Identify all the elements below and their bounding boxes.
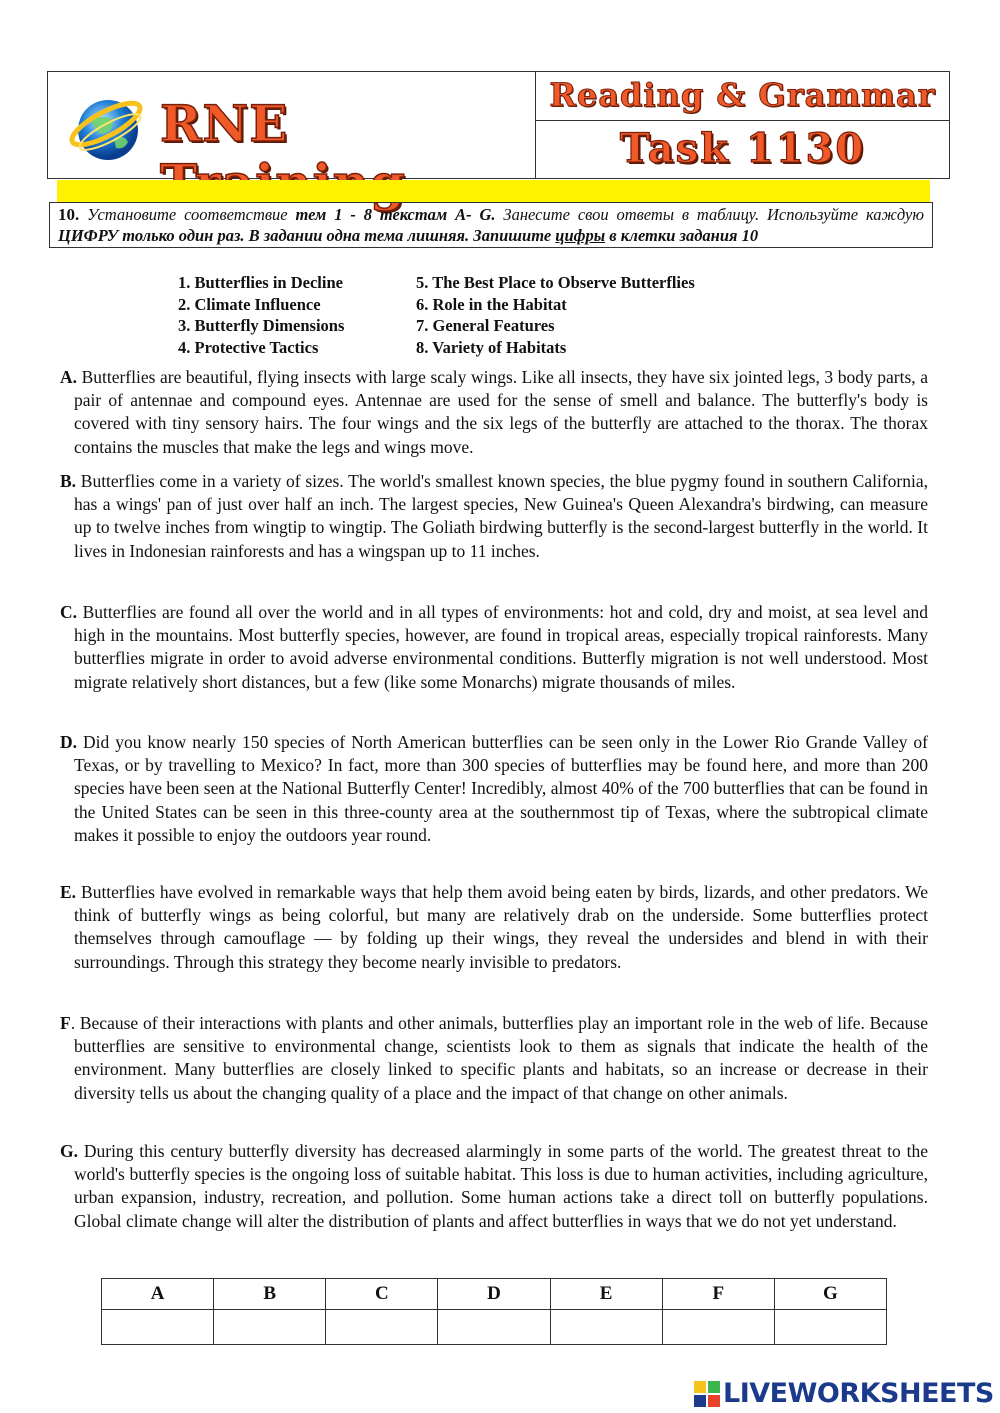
liveworksheets-logo[interactable] [693,1378,993,1410]
answer-cell-c[interactable] [326,1310,438,1345]
topic-item: 6. Role in the Habitat [416,294,567,314]
topic-item: 2. Climate Influence [178,294,321,314]
topic-item: 7. General Features [416,316,555,335]
answer-cell-a[interactable] [102,1310,214,1345]
liveworksheets-text: LIVEWORKSHEETS [723,1378,994,1409]
instruction-emphasis: ЦИФРУ только один раз. В задании одна тема лишняя. Запишите [58,226,556,245]
instruction-box [49,202,933,248]
paragraph-text: Butterflies are found all over the world and in all types of environments: hot and cold, dry and moist, at sea level and high in the mountains. Most butterfly species, however, are found in tropical areas, especially tropical rainforests. Many butterflies migrate in order to avoid adverse environmental conditions. Butterfly migration is not well understood. Most migrate relatively short distances, but a few (like some Monarchs) migrate thousands of miles. [74,602,928,692]
topic-item: 1. Butterflies in Decline [178,273,343,292]
answer-header: G [774,1279,886,1310]
answer-cell-f[interactable] [662,1310,774,1345]
instruction-emphasis: тем 1 - 8 текстам А- G. [295,205,496,224]
paragraph-c [60,601,928,694]
instruction-text: Занесите свои ответы в таблицу. Используйте каждую [495,205,924,224]
paragraph-letter: E. [60,882,77,902]
paragraph-letter: D. [60,732,78,752]
answer-cell-b[interactable] [214,1310,326,1345]
paragraph-e [60,881,928,974]
answer-header: B [214,1279,326,1310]
paragraph-letter: C. [60,602,78,622]
paragraph-letter: A. [60,367,78,387]
paragraph-text: Did you know nearly 150 species of North American butterflies can be seen only in the Lower Rio Grande Valley of Texas, or by travelling to Mexico? In fact, more than 300 species of butterflies may be found here, and more than 200 species have been seen at the National Butterfly Center! Incredibly, almost 40% of the 700 butterflies that can be found in the United States can be seen in this three-county area at the southernmost tip of Texas, where the subtropical climate makes it possible to enjoy the outdoors year round. [74,732,928,845]
task-item-number: 10. [58,205,80,224]
highlight-bar [57,180,930,202]
answer-header: D [438,1279,550,1310]
answer-header: C [326,1279,438,1310]
task-cell [536,72,949,178]
topic-item: 3. Butterfly Dimensions [178,316,345,335]
answer-header: F [662,1279,774,1310]
topic-item: 5. The Best Place to Observe Butterflies [416,273,695,292]
paragraph-text: Butterflies have evolved in remarkable ways that help them avoid being eaten by birds, lizards, and other predators. We think of butterfly wings as being colorful, but many are relatively drab on the underside. Some butterflies protect themselves through camouflage — by folding up their wings, they reveal the undersides and blend in with their surroundings. Through this strategy they become nearly invisible to predators. [74,882,928,972]
paragraph-a [60,366,928,459]
answer-cell-e[interactable] [550,1310,662,1345]
answer-table [101,1278,887,1345]
paragraph-letter: F [60,1013,71,1033]
answer-header-row [102,1279,887,1310]
topic-item: 8. Variety of Habitats [416,337,567,357]
paragraph-text: Butterflies come in a variety of sizes. The world's smallest known species, the blue pygmy found in southern California, has a wings' pan of just over half an inch. The largest species, New Guinea's Queen Alexandra's birdwing, can measure up to twelve inches from wingtip to wingtip. The Goliath birdwing butterfly is the second-largest butterfly in the world. It lives in Indonesian rainforests and has a wingspan up to 11 inches. [74,471,928,561]
answer-cell-g[interactable] [774,1310,886,1345]
liveworksheets-icon [693,1380,721,1408]
instruction-emphasis: в клетки задания 10 [605,226,759,245]
section-title: Reading & Grammar [549,76,936,114]
answer-header: E [550,1279,662,1310]
paragraph-f [60,1012,928,1105]
instruction-underline: цифры [555,226,606,245]
answer-header: A [102,1279,214,1310]
globe-icon [66,86,148,168]
paragraph-b [60,470,928,563]
brand-cell [48,72,536,178]
paragraph-d [60,731,928,847]
paragraph-text: Butterflies are beautiful, flying insects with large scaly wings. Like all insects, they have six jointed legs, 3 body parts, a pair of antennae and compound eyes. Antennae are used for the sense of smell and balance. The butterfly's body is covered with tiny sensory hairs. The four wings and the six legs of the butterfly are attached to the thorax. The thorax contains the muscles that make the legs and wings move. [74,367,928,457]
answer-cell-d[interactable] [438,1310,550,1345]
topic-item: 4. Protective Tactics [178,337,319,357]
brand-title: RNE [160,94,289,153]
paragraph-letter: G. [60,1141,78,1161]
paragraph-g [60,1140,928,1233]
answer-input-row [102,1310,887,1345]
worksheet-header [47,71,950,179]
instruction-text: Установите соответствие [79,205,296,224]
task-number: Task 1130 [619,125,866,172]
paragraph-letter: B. [60,471,77,491]
paragraph-text: During this century butterfly diversity has decreased alarmingly in some parts of the world. The greatest threat to the world's butterfly species is the ongoing loss of suitable habitat. This loss is due to human activities, including agriculture, urban expansion, industry, recreation, and pollution. Some human actions take a direct toll on butterfly populations. Global climate change will alter the distribution of plants and affect butterflies in ways that we do not yet understand. [74,1141,928,1231]
paragraph-text: . Because of their interactions with plants and other animals, butterflies play an important role in the web of life. Because butterflies are sensitive to environmental change, scientists look to them as signals that indicate the health of the environment. Many butterflies are closely linked to specific plants and habitats, so an increase or decrease in their diversity tells us about the changing quality of a place and the impact of that change on other animals. [70,1013,928,1103]
